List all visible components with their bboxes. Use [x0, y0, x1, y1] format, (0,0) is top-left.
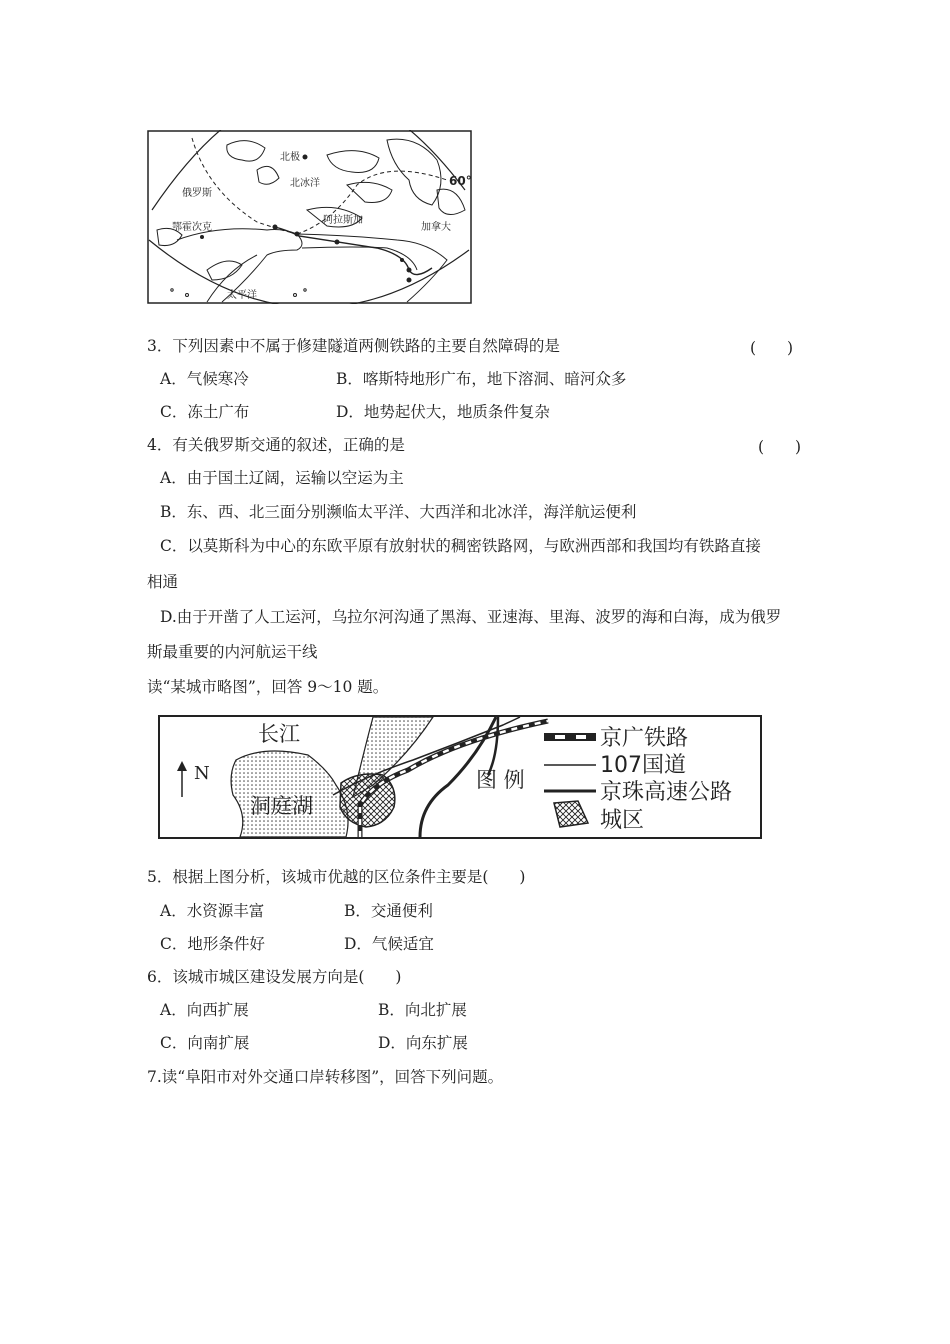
q4-answer-paren: ( )	[758, 438, 802, 456]
legend-expressway-label: 京珠高速公路	[600, 780, 733, 805]
q5-stem: 5．根据上图分析，该城市优越的区位条件主要是( )	[147, 868, 526, 886]
q3-stem: 3．下列因素中不属于修建隧道两侧铁路的主要自然障碍的是	[147, 337, 560, 355]
q4-option-d-line2: 斯最重要的内河航运干线	[147, 643, 318, 661]
russia-label: 俄罗斯	[182, 188, 212, 199]
legend-railway-label: 京广铁路	[600, 726, 689, 751]
q6-stem: 6．该城市城区建设发展方向是( )	[147, 968, 402, 986]
north-label: N	[194, 763, 210, 784]
q6-option-c: C．向南扩展	[160, 1034, 250, 1052]
q3-option-c: C．冻土广布	[160, 403, 250, 421]
q5-option-a: A．水资源丰富	[160, 902, 265, 920]
latitude-label: 60°	[449, 174, 472, 188]
changjiang-label: 长江	[258, 722, 300, 746]
arctic-map	[147, 130, 472, 304]
legend-railway-symbol	[544, 733, 596, 741]
q6-option-d: D．向东扩展	[378, 1034, 468, 1052]
q4-stem: 4．有关俄罗斯交通的叙述，正确的是	[147, 436, 405, 454]
okhotsk-label: 鄂霍次克	[172, 222, 212, 233]
legend-road-label: 107国道	[600, 753, 686, 778]
map-intro: 读“某城市略图”，回答 9～10 题。	[147, 678, 389, 696]
arctic-ocean-label: 北冰洋	[290, 178, 320, 189]
q6-option-b: B．向北扩展	[378, 1001, 467, 1019]
q7-stem: 7.读“阜阳市对外交通口岸转移图”，回答下列问题。	[147, 1068, 504, 1086]
q3-option-d: D．地势起伏大，地质条件复杂	[336, 403, 550, 421]
q3-option-a: A．气候寒冷	[160, 370, 249, 388]
q4-option-b: B．东、西、北三面分别濒临太平洋、大西洋和北冰洋，海洋航运便利	[160, 503, 637, 521]
dongting-label: 洞庭湖	[250, 794, 313, 818]
q4-option-c-line2: 相通	[147, 573, 179, 591]
q4-option-d-line1: D.由于开凿了人工运河，乌拉尔河沟通了黑海、亚速海、里海、波罗的海和白海，成为俄罗	[160, 608, 782, 626]
pacific-label: 太平洋	[227, 290, 257, 301]
q4-option-c-line1: C．以莫斯科为中心的东欧平原有放射状的稠密铁路网，与欧洲西部和我国均有铁路直接	[160, 537, 761, 555]
north-pole-label: 北极	[280, 152, 300, 163]
q5-option-d: D．气候适宜	[344, 935, 434, 953]
alaska-label: 阿拉斯加	[323, 215, 363, 226]
canada-label: 加拿大	[421, 222, 451, 233]
q4-option-a: A．由于国土辽阔，运输以空运为主	[160, 469, 404, 487]
q3-option-b: B．喀斯特地形广布，地下溶洞、暗河众多	[336, 370, 627, 388]
q3-answer-paren: ( )	[750, 339, 794, 357]
q5-option-b: B．交通便利	[344, 902, 433, 920]
legend-title: 图 例	[476, 768, 525, 792]
city-map	[158, 715, 762, 839]
q6-option-a: A．向西扩展	[160, 1001, 249, 1019]
legend-urban-label: 城区	[600, 808, 645, 833]
north-pole-point	[303, 155, 308, 160]
q5-option-c: C．地形条件好	[160, 935, 265, 953]
